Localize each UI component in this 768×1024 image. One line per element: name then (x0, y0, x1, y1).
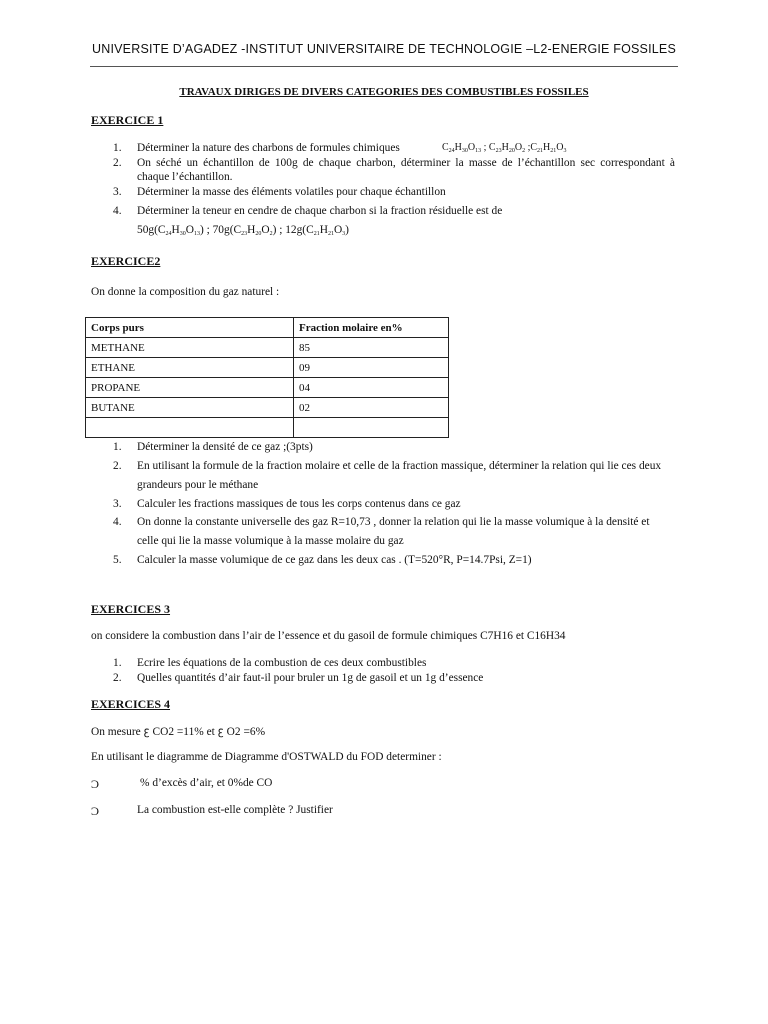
ex1-item-2-line-1: On séché un échantillon de 100g de chaque charbon, déterminer la masse de l’échantillon sec correspondant à (137, 157, 675, 169)
table-header-cell: Corps purs (86, 318, 294, 338)
exercise-2-heading: EXERCICE2 (91, 254, 161, 268)
ex1-item-3-text: Déterminer la masse des éléments volatiles pour chaque échantillon (137, 186, 446, 198)
ex2-item-4-number: 4. (113, 516, 122, 528)
table-row (86, 398, 449, 418)
ex3-item-1-number: 1. (113, 657, 122, 669)
header-divider (90, 66, 678, 67)
ex4-intro: En utilisant le diagramme de Diagramme d'OSTWALD du FOD determiner : (91, 751, 442, 763)
table-cell: 09 (294, 358, 449, 378)
ex2-item-4-line-1: On donne la constante universelle des gaz R=10,73 , donner la relation qui lie la masse volumique à la densité et (137, 516, 650, 528)
ex3-item-1-text: Ecrire les équations de la combustion de ces deux combustibles (137, 657, 427, 669)
table-cell: METHANE (86, 338, 294, 358)
ex1-residual-fractions: $50g(C_{24}H_{30}O_{13})$ ; $70g(C_{23}H_{20}O_2)$ ; $12g(C_{21}H_{21}O_3)$ (137, 224, 349, 237)
ex2-item-2-number: 2. (113, 460, 122, 472)
ex1-item-4-number: 4. (113, 205, 122, 217)
table-header-row (86, 318, 449, 338)
ex1-item-2-number: 2. (113, 157, 122, 169)
exercise-4-heading: EXERCICES 4 (91, 697, 171, 711)
ex3-item-2-text: Quelles quantités d’air faut-il pour bruler un 1g de gasoil et un 1g d’essence (137, 672, 484, 684)
ex2-item-5-text: Calculer la masse volumique de ce gaz dans les deux cas . (T=520°R, P=14.7Psi, Z=1) (137, 554, 532, 566)
ex1-item-1-number: 1. (113, 142, 122, 154)
table-cell: 85 (294, 338, 449, 358)
ex2-item-5-number: 5. (113, 554, 122, 566)
ex1-coal-formulas: $C_{24}H_{30}O_{13}$ ; $C_{23}H_{20}O_2$ $;C_{21}H_{21}O_3$ (442, 142, 567, 154)
table-row (86, 358, 449, 378)
table-cell: 02 (294, 398, 449, 418)
ex4-bullet-2-text: La combustion est-elle complète ? Justifier (137, 804, 333, 816)
table-cell: ETHANE (86, 358, 294, 378)
exercise-1-heading: EXERCICE 1 (91, 113, 164, 127)
ex2-item-3-text: Calculer les fractions massiques de tous les corps contenus dans ce gaz (137, 498, 461, 510)
ex2-item-2-line-2: grandeurs pour le méthane (137, 479, 259, 491)
ex2-intro: On donne la composition du gaz naturel : (91, 286, 280, 298)
table-cell: PROPANE (86, 378, 294, 398)
ex2-item-1-number: 1. (113, 441, 122, 453)
exercise-3-heading: EXERCICES 3 (91, 602, 171, 616)
ex4-measure: On mesure ꜫ CO2 =11% et ꜫ O2 =6% (91, 726, 266, 738)
table-row (86, 418, 449, 438)
bullet-icon: Ͻ (91, 777, 100, 791)
page-header: UNIVERSITE D’AGADEZ -INSTITUT UNIVERSITAIRE DE TECHNOLOGIE –L2-ENERGIE FOSSILES (92, 42, 676, 56)
bullet-icon: Ͻ (91, 804, 100, 818)
gas-composition-table (85, 317, 449, 438)
ex2-item-2-line-1: En utilisant la formule de la fraction molaire et celle de la fraction massique, déterminer la relation qui lie ces deux (137, 460, 662, 472)
table-cell (86, 418, 294, 438)
ex2-item-4-line-2: celle qui lie la masse volumique à la masse molaire du gaz (137, 535, 404, 547)
table-cell (294, 418, 449, 438)
ex4-bullet-1-text: % d’excès d’air, et 0%de CO (140, 777, 273, 789)
ex1-item-4-text: Déterminer la teneur en cendre de chaque charbon si la fraction résiduelle est de (137, 205, 503, 217)
ex2-item-1-text: Déterminer la densité de ce gaz ;(3pts) (137, 441, 313, 453)
table-cell: BUTANE (86, 398, 294, 418)
ex3-intro: on considere la combustion dans l’air de l’essence et du gasoil de formule chimiques C7H16 et C16H34 (91, 630, 566, 642)
ex1-item-3-number: 3. (113, 186, 122, 198)
ex1-item-2-line-2: chaque l’échantillon. (137, 171, 233, 183)
document-title: TRAVAUX DIRIGES DE DIVERS CATEGORIES DES COMBUSTIBLES FOSSILES (179, 86, 589, 98)
ex3-item-2-number: 2. (113, 672, 122, 684)
table-header-cell: Fraction molaire en% (294, 318, 449, 338)
ex1-item-1-text: Déterminer la nature des charbons de formules chimiques (137, 142, 400, 154)
table-cell: 04 (294, 378, 449, 398)
table-row (86, 338, 449, 358)
table-row (86, 378, 449, 398)
ex2-item-3-number: 3. (113, 498, 122, 510)
